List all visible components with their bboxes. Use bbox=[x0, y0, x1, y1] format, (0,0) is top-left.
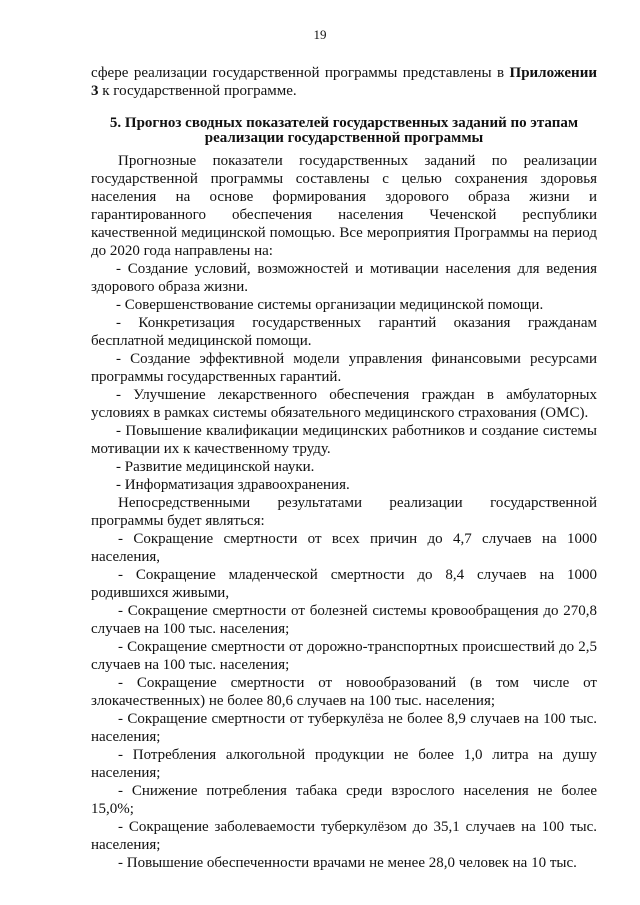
results-intro: Непосредственными результатами реализации государственной программы будет являться: bbox=[91, 495, 597, 529]
document-body bbox=[91, 152, 597, 872]
direction-item: - Улучшение лекарственного обеспечения граждан в амбулаторных условиях в рамках системы обязательного медицинского страхования (ОМС). bbox=[91, 387, 597, 421]
result-item: - Повышение обеспеченности врачами не менее 28,0 человек на 10 тыс. bbox=[118, 855, 577, 871]
result-item: - Сокращение смертности от болезней системы кровообращения до 270,8 случаев на 100 тыс. населения; bbox=[91, 603, 597, 637]
page-number: 19 bbox=[313, 27, 327, 42]
direction-item: - Информатизация здравоохранения. bbox=[116, 477, 350, 493]
result-item: - Сокращение смертности от новообразований (в том числе от злокачественных) не более 80,6 случаев на 100 тыс. населения; bbox=[91, 675, 597, 709]
result-item: - Сокращение смертности от дорожно-транспортных происшествий до 2,5 случаев на 100 тыс. населения; bbox=[91, 639, 597, 673]
intro-text-after: к государственной программе. bbox=[98, 83, 297, 99]
section-heading: 5. Прогноз сводных показателей государственных заданий по этапам реализации государственной программы bbox=[109, 115, 579, 146]
appendix-reference: Приложении 3 bbox=[91, 65, 597, 99]
intro-line bbox=[91, 64, 597, 100]
result-item: - Сокращение заболеваемости туберкулёзом до 35,1 случаев на 100 тыс. населения; bbox=[91, 819, 597, 853]
result-item: - Сокращение смертности от всех причин до 4,7 случаев на 1000 населения, bbox=[91, 531, 597, 565]
result-item: - Сокращение младенческой смертности до 8,4 случаев на 1000 родившихся живыми, bbox=[91, 567, 597, 601]
result-item: - Потребления алкогольной продукции не более 1,0 литра на душу населения; bbox=[91, 747, 597, 781]
result-item: - Сокращение смертности от туберкулёза не более 8,9 случаев на 100 тыс. населения; bbox=[91, 711, 597, 745]
result-item: - Снижение потребления табака среди взрослого населения не более 15,0%; bbox=[91, 783, 597, 817]
direction-item: - Конкретизация государственных гарантий оказания гражданам бесплатной медицинской помощи. bbox=[91, 315, 597, 349]
direction-item: - Создание эффективной модели управления финансовыми ресурсами программы государственных гарантий. bbox=[91, 351, 597, 385]
intro-paragraph: Прогнозные показатели государственных заданий по реализации государственной программы составлены с целью сохранения здоровья населения на основе формирования здорового образа жизни и гарантированного обеспечения населения Чеченской республики качественной медицинской помощью. Все мероприятия Программы на период до 2020 года направлены на: bbox=[91, 153, 597, 259]
intro-text-before: сфере реализации государственной программы представлены в bbox=[91, 65, 510, 81]
direction-item: - Совершенствование системы организации медицинской помощи. bbox=[116, 297, 544, 313]
direction-item: - Повышение квалификации медицинских работников и создание системы мотивации их к качественному труду. bbox=[91, 423, 597, 457]
direction-item: - Развитие медицинской науки. bbox=[116, 459, 315, 475]
direction-item: - Создание условий, возможностей и мотивации населения для ведения здорового образа жизни. bbox=[91, 261, 597, 295]
